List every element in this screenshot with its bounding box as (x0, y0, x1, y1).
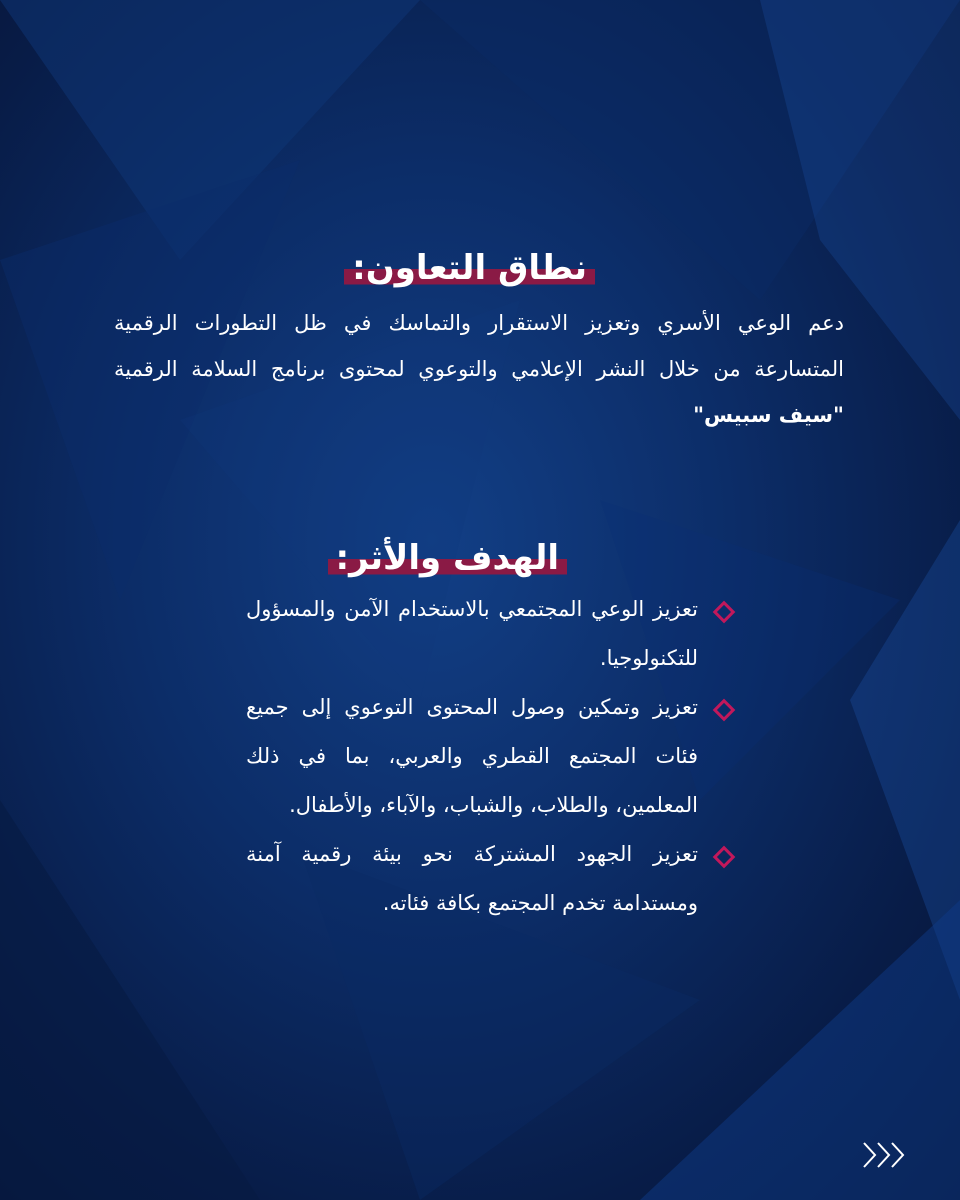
scope-paragraph (114, 300, 844, 438)
program-name: "سيف سبيس" (693, 403, 844, 427)
goal-text: تعزيز وتمكين وصول المحتوى التوعوي إلى جميع فئات المجتمع القطري والعربي، بما في ذلك المعلمين، والطلاب، والشباب، والآباء، والأطفال. (246, 695, 698, 817)
diamond-bullet-icon (713, 601, 736, 624)
diamond-bullet-icon (713, 699, 736, 722)
scope-text: دعم الوعي الأسري وتعزيز الاستقرار والتماسك في ظل التطورات الرقمية المتسارعة من خلال النشر الإعلامي والتوعوي لمحتوى برنامج السلامة الرقمية (114, 311, 844, 381)
goal-item (246, 585, 736, 683)
goal-text: تعزيز الوعي المجتمعي بالاستخدام الآمن والمسؤول للتكنولوجيا. (246, 597, 698, 670)
diamond-bullet-icon (713, 846, 736, 869)
goal-item (246, 683, 736, 830)
goal-item (246, 830, 736, 928)
goal-text: تعزيز الجهود المشتركة نحو بيئة رقمية آمنة ومستدامة تخدم المجتمع بكافة فئاته. (246, 842, 698, 915)
section-title-goal: الهدف والأثر: (328, 536, 567, 580)
triple-chevron-right-icon[interactable] (860, 1140, 910, 1170)
goals-list (246, 585, 736, 928)
section-title-scope: نطاق التعاون: (344, 246, 595, 290)
